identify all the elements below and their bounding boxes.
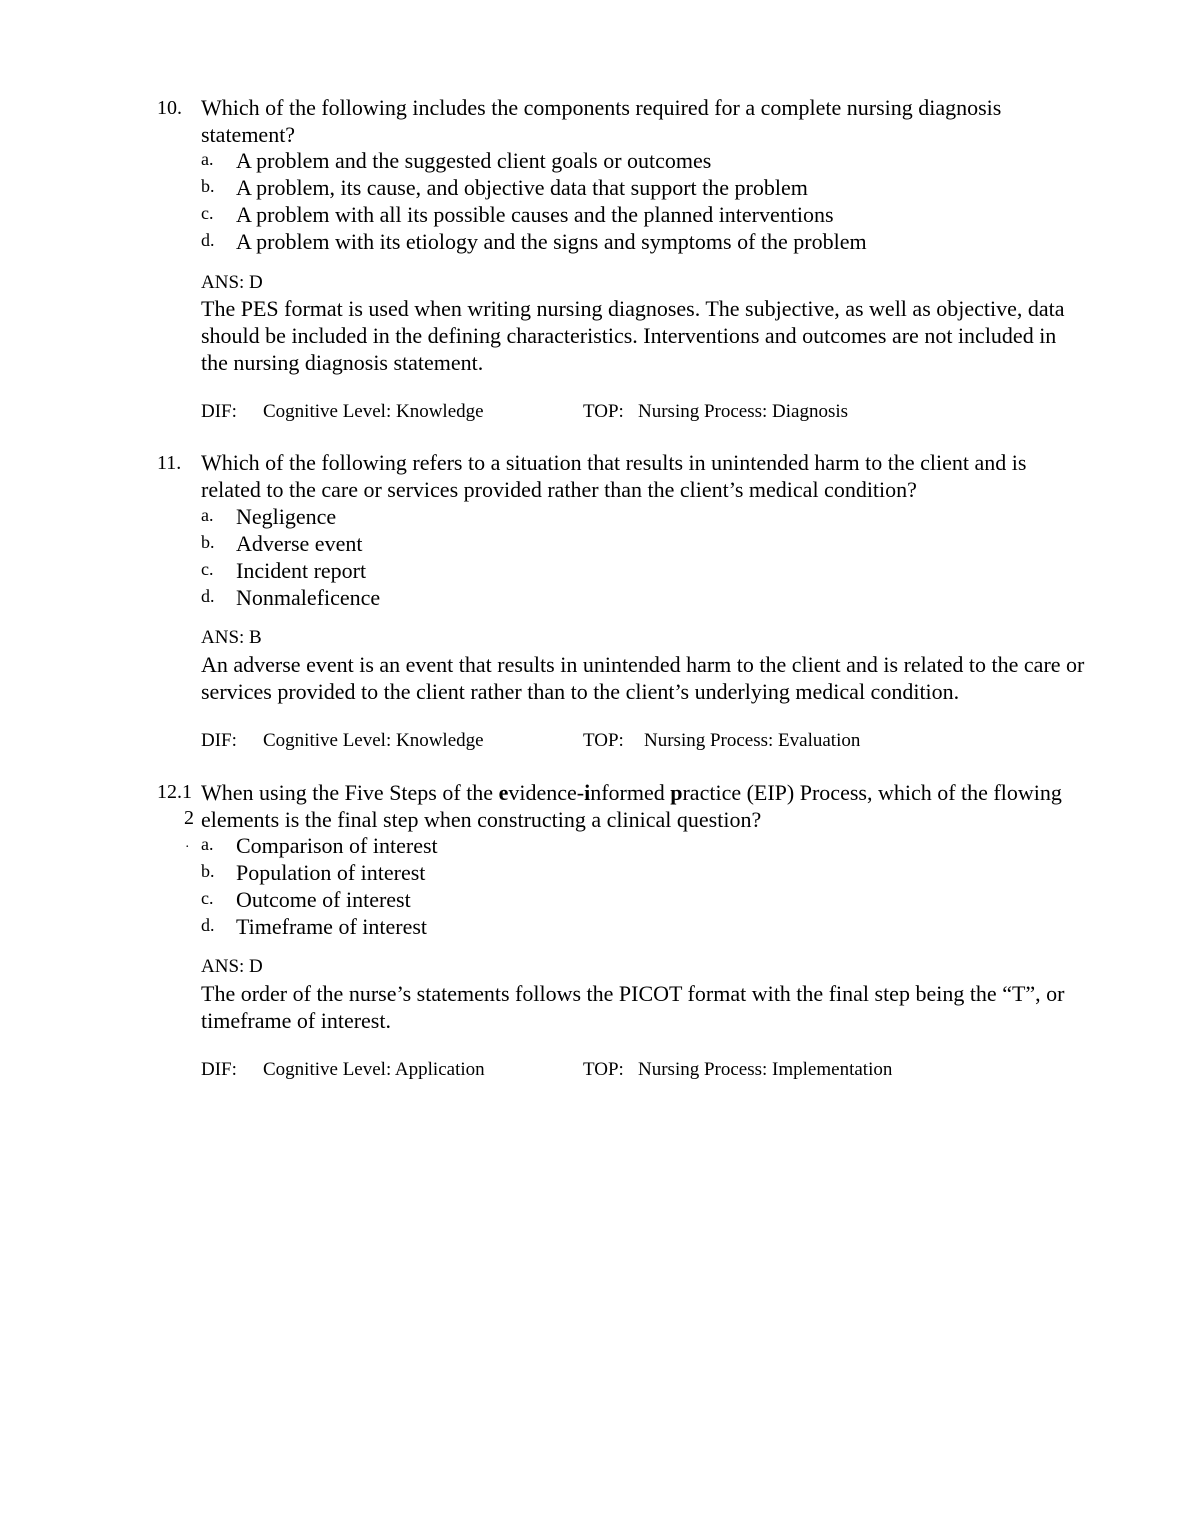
option-c [201, 886, 1091, 913]
stem-text: vidence- [508, 780, 585, 805]
option-b [201, 859, 1091, 886]
answer-key: ANS: D [201, 272, 263, 293]
question-stem: Which of the following includes the components required for a complete nursing diagnosis statement? [201, 95, 1002, 147]
answer-key: ANS: B [201, 627, 262, 648]
option-text: Adverse event [236, 531, 363, 556]
cognitive-level: Cognitive Level: Knowledge [263, 730, 484, 751]
option-text: A problem with its etiology and the signs and symptoms of the problem [236, 229, 867, 254]
topic-label: TOP: [583, 730, 624, 751]
option-b [201, 530, 1091, 557]
question-number-part: . [185, 836, 189, 851]
option-letter: b. [201, 532, 215, 552]
option-text: A problem and the suggested client goals or outcomes [236, 148, 712, 173]
option-text: Comparison of interest [236, 833, 438, 858]
option-letter: d. [201, 915, 215, 935]
cognitive-level: Cognitive Level: Knowledge [263, 401, 484, 422]
stem-bold-letter: e [498, 780, 509, 805]
option-text: Timeframe of interest [236, 914, 428, 939]
answer-options [201, 503, 1091, 611]
option-c [201, 201, 1091, 228]
stem-text: nformed [590, 780, 671, 805]
option-b [201, 174, 1091, 201]
answer-options [201, 147, 1091, 255]
option-text: A problem with all its possible causes and the planned interventions [236, 202, 834, 227]
option-a [201, 832, 1091, 859]
topic-value: Nursing Process: Diagnosis [638, 401, 849, 422]
option-letter: b. [201, 176, 215, 196]
topic-value: Nursing Process: Implementation [638, 1059, 893, 1080]
cognitive-level: Cognitive Level: Application [263, 1059, 485, 1080]
topic-label: TOP: [583, 1059, 624, 1080]
question-meta [201, 399, 1101, 425]
question-number [157, 779, 197, 857]
option-text: Outcome of interest [236, 887, 411, 912]
option-letter: c. [201, 559, 214, 579]
option-text: A problem, its cause, and objective data that support the problem [236, 175, 808, 200]
stem-text: When using the Five Steps of the [201, 780, 499, 805]
option-text: Negligence [236, 504, 337, 529]
option-letter: c. [201, 888, 214, 908]
answer-key: ANS: D [201, 956, 263, 977]
difficulty-label: DIF: [201, 401, 237, 422]
option-a [201, 503, 1091, 530]
question-stem: Which of the following refers to a situation that results in unintended harm to the client and is related to the care or services provided rather than the client’s medical condition? [201, 450, 1027, 502]
question-number: 10. [157, 97, 182, 119]
topic-label: TOP: [583, 401, 624, 422]
option-letter: d. [201, 586, 215, 606]
difficulty-label: DIF: [201, 730, 237, 751]
option-d [201, 228, 1091, 255]
option-a [201, 147, 1091, 174]
option-letter: a. [201, 149, 214, 169]
difficulty-label: DIF: [201, 1059, 237, 1080]
question-meta [201, 728, 1101, 754]
option-letter: d. [201, 230, 215, 250]
question-stem [201, 779, 1091, 833]
answer-options [201, 832, 1091, 940]
option-text: Population of interest [236, 860, 426, 885]
stem-text: ractice (EIP) Process, which of the flowing elements is the final step when constructing a clinical question? [201, 780, 1062, 832]
option-text: Nonmaleficence [236, 585, 381, 610]
option-letter: c. [201, 203, 214, 223]
option-text: Incident report [236, 558, 367, 583]
question-number: 11. [157, 452, 182, 474]
option-letter: a. [201, 834, 214, 854]
option-d [201, 584, 1091, 611]
option-letter: b. [201, 861, 215, 881]
question-number-part: 12.1 [157, 781, 192, 803]
topic-value: Nursing Process: Evaluation [644, 730, 861, 751]
rationale: The order of the nurse’s statements follows the PICOT format with the final step being the “T”, or timeframe of interest. [201, 981, 1065, 1033]
stem-bold-letter: i [584, 780, 591, 805]
rationale: The PES format is used when writing nursing diagnoses. The subjective, as well as objective, data should be included in the defining characteristics. Interventions and outcomes are not included in the nursing diagnosis statement. [201, 296, 1065, 375]
question-number-part: 2 [184, 807, 194, 829]
option-letter: a. [201, 505, 214, 525]
option-c [201, 557, 1091, 584]
option-d [201, 913, 1091, 940]
stem-bold-letter: p [670, 780, 683, 805]
rationale: An adverse event is an event that results in unintended harm to the client and is related to the care or services provided to the client rather than to the client’s underlying medical condition. [201, 652, 1085, 704]
question-meta [201, 1057, 1101, 1083]
